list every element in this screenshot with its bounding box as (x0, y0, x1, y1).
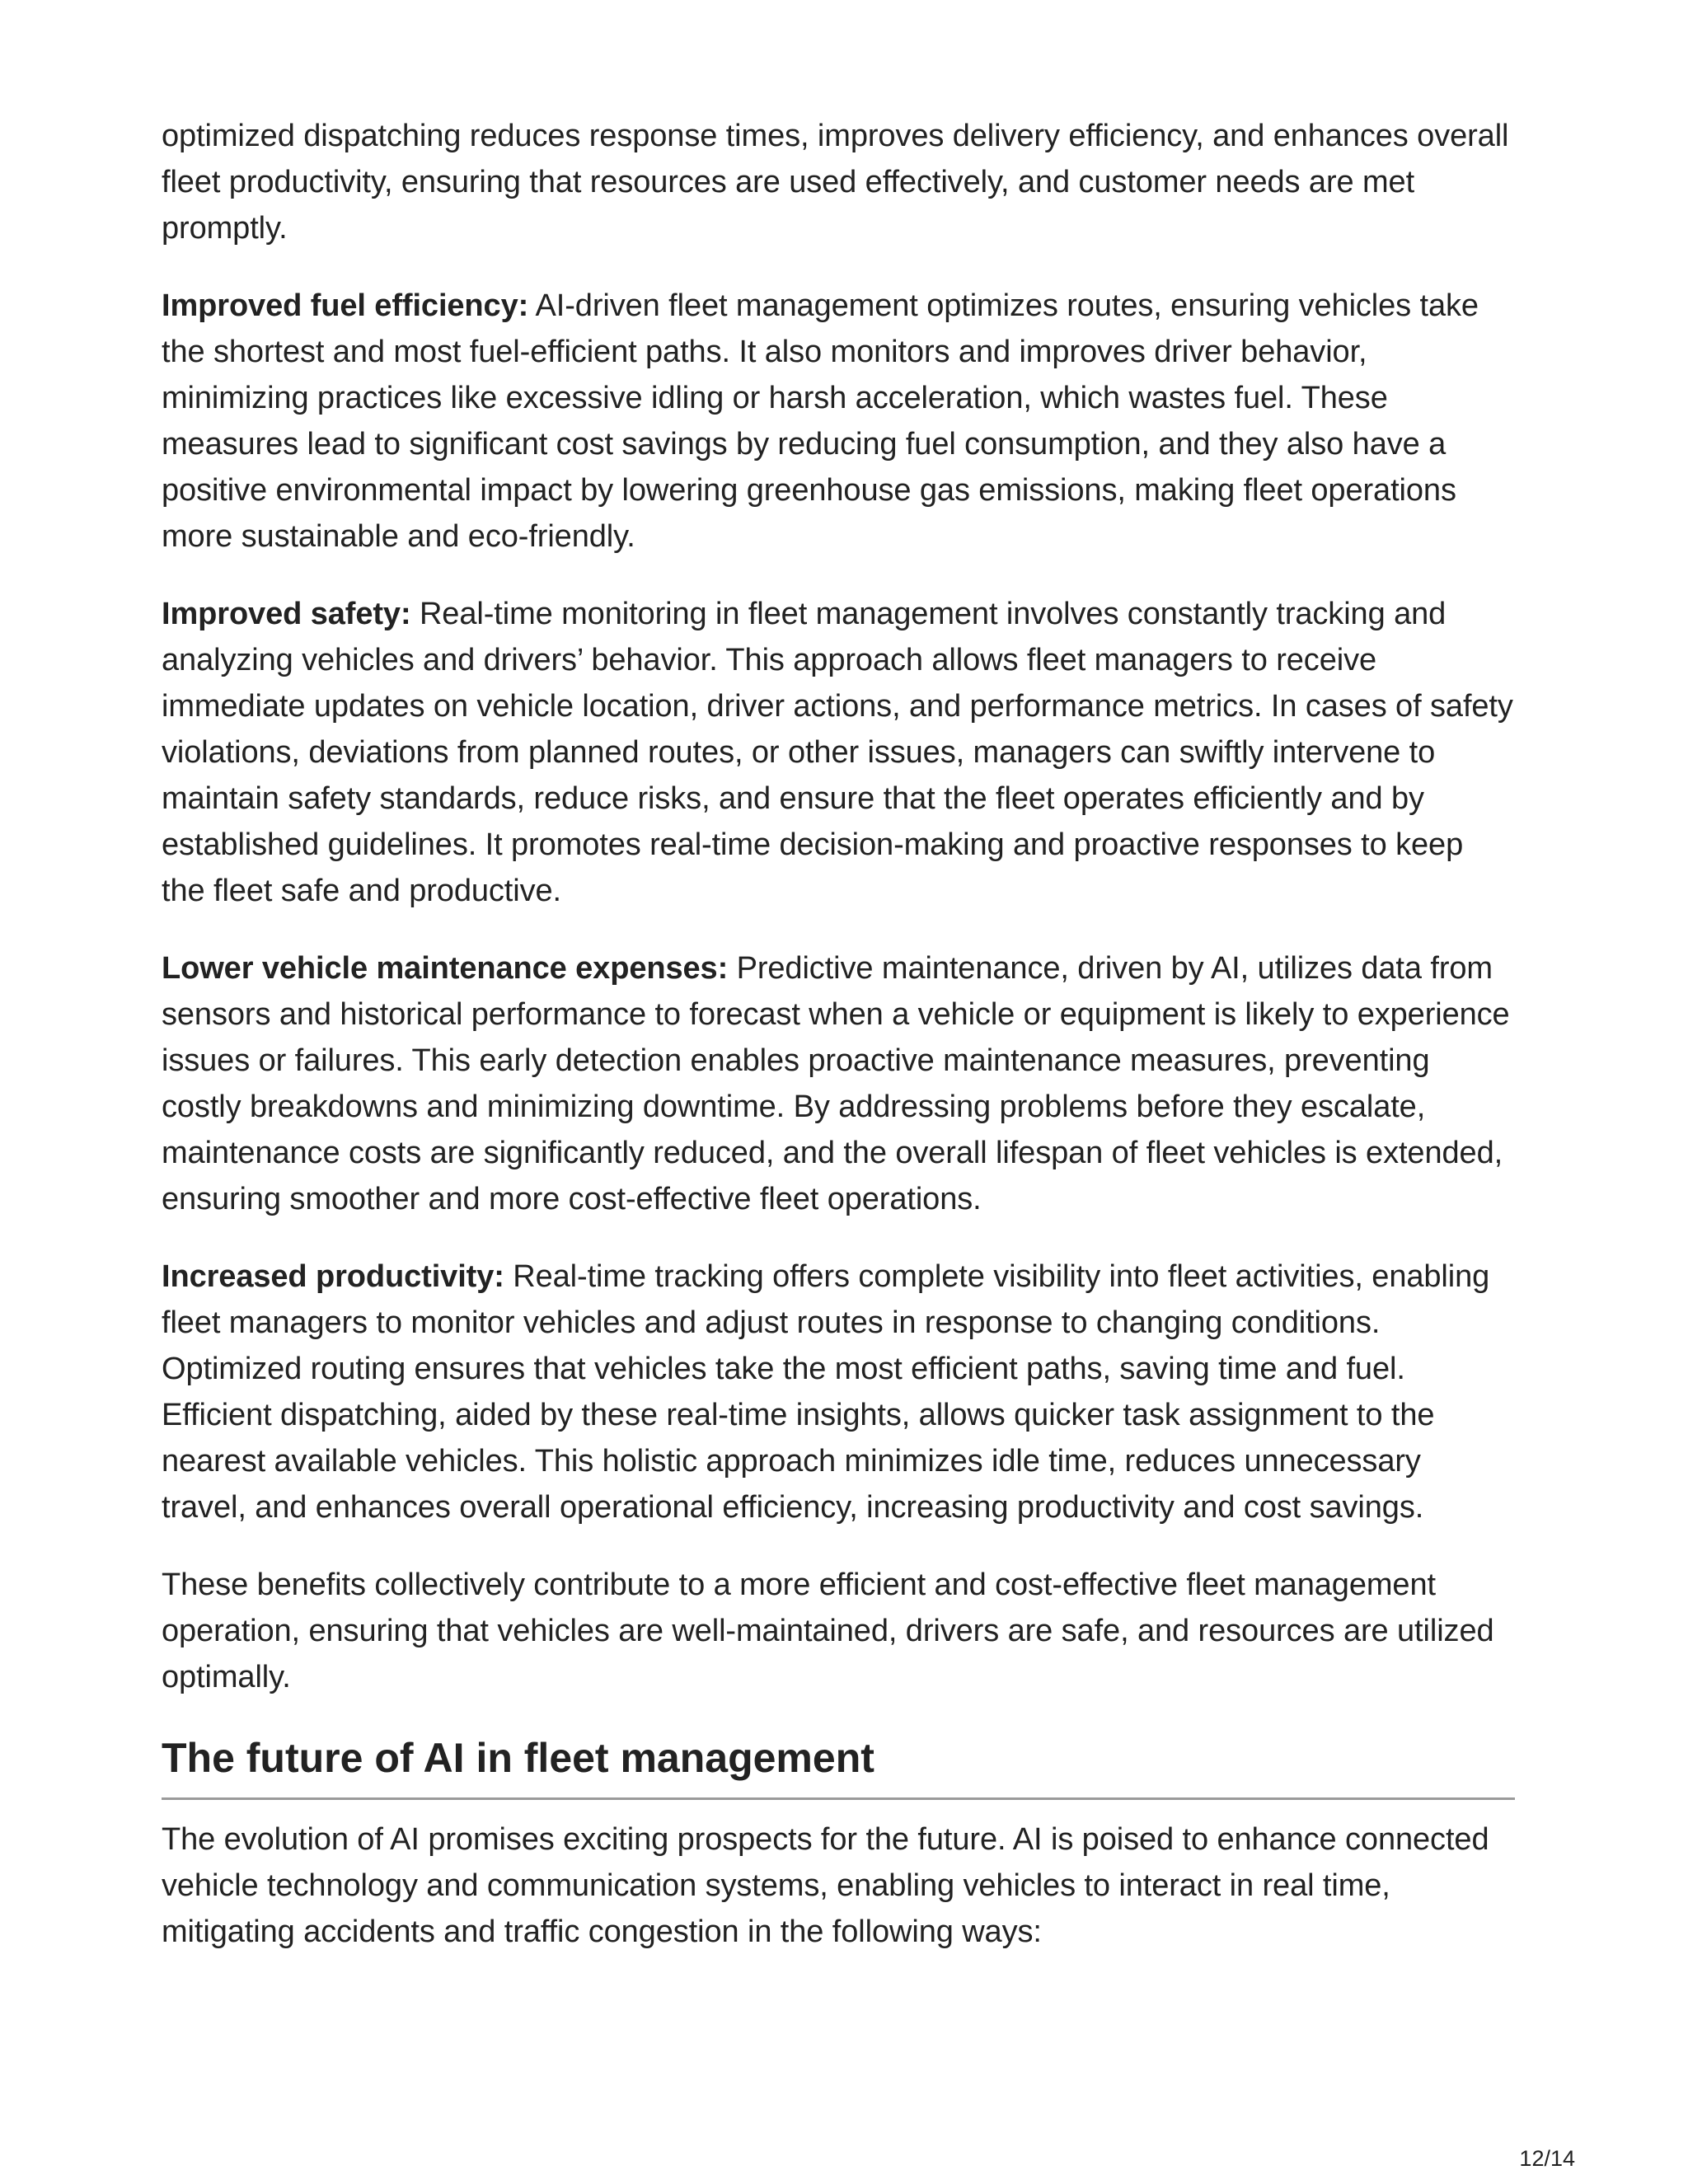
section-heading: The future of AI in fleet management (162, 1732, 1515, 1800)
benefit-paragraph-productivity (162, 1254, 1513, 1530)
benefit-term-productivity: Increased productivity: (162, 1259, 504, 1294)
benefit-text-productivity: Real-time tracking offers complete visibility into fleet activities, enabling fleet managers to monitor vehicles and adjust routes in response to changing conditions. Optimized routing ensures that vehicles take the most efficient paths, saving time and fuel. Efficient dispatching, aided by these real-time insights, allows quicker task assignment to the nearest available vehicles. This holistic approach minimizes idle time, reduces unnecessary travel, and enhances overall operational efficiency, increasing productivity and cost savings. (162, 1259, 1490, 1525)
benefit-term-fuel-efficiency: Improved fuel efficiency: (162, 288, 529, 323)
benefit-text-maintenance: Predictive maintenance, driven by AI, utilizes data from sensors and historical performance to forecast when a vehicle or equipment is likely to experience issues or failures. This early detection enables proactive maintenance measures, preventing costly breakdowns and minimizing downtime. By addressing problems before they escalate, maintenance costs are significantly reduced, and the overall lifespan of fleet vehicles is extended, ensuring smoother and more cost-effective fleet operations. (162, 951, 1510, 1216)
intro-paragraph: optimized dispatching reduces response times, improves delivery efficiency, and enhances overall fleet productivity, ensuring that resources are used effectively, and customer needs are met promptly. (162, 119, 1509, 246)
benefit-text-fuel-efficiency: AI-driven fleet management optimizes routes, ensuring vehicles take the shortest and most fuel-efficient paths. It also monitors and improves driver behavior, minimizing practices like excessive idling or harsh acceleration, which wastes fuel. These measures lead to significant cost savings by reducing fuel consumption, and they also have a positive environmental impact by lowering greenhouse gas emissions, making fleet operations more sustainable and eco-friendly. (162, 288, 1479, 554)
section-paragraph: The evolution of AI promises exciting prospects for the future. AI is poised to enhance connected vehicle technology and communication systems, enabling vehicles to interact in real time, mitigating accidents and traffic congestion in the following ways: (162, 1822, 1489, 1949)
article-body (162, 113, 1513, 1986)
benefit-text-safety: Real-time monitoring in fleet management involves constantly tracking and analyzing vehicles and drivers’ behavior. This approach allows fleet managers to receive immediate updates on vehicle location, driver actions, and performance metrics. In cases of safety violations, deviations from planned routes, or other issues, managers can swiftly intervene to maintain safety standards, reduce risks, and ensure that the fleet operates efficiently and by established guidelines. It promotes real-time decision-making and proactive responses to keep the fleet safe and productive. (162, 597, 1513, 908)
benefit-term-safety: Improved safety: (162, 597, 411, 631)
summary-paragraph: These benefits collectively contribute to a more efficient and cost-effective fleet management operation, ensuring that vehicles are well-maintained, drivers are safe, and resources are utilized optimally. (162, 1568, 1494, 1694)
benefit-paragraph-safety (162, 591, 1513, 914)
benefit-term-maintenance: Lower vehicle maintenance expenses: (162, 951, 729, 986)
benefit-paragraph-maintenance (162, 945, 1513, 1222)
page-number: 12/14 (1519, 2146, 1575, 2171)
benefit-paragraph-fuel-efficiency (162, 283, 1513, 560)
